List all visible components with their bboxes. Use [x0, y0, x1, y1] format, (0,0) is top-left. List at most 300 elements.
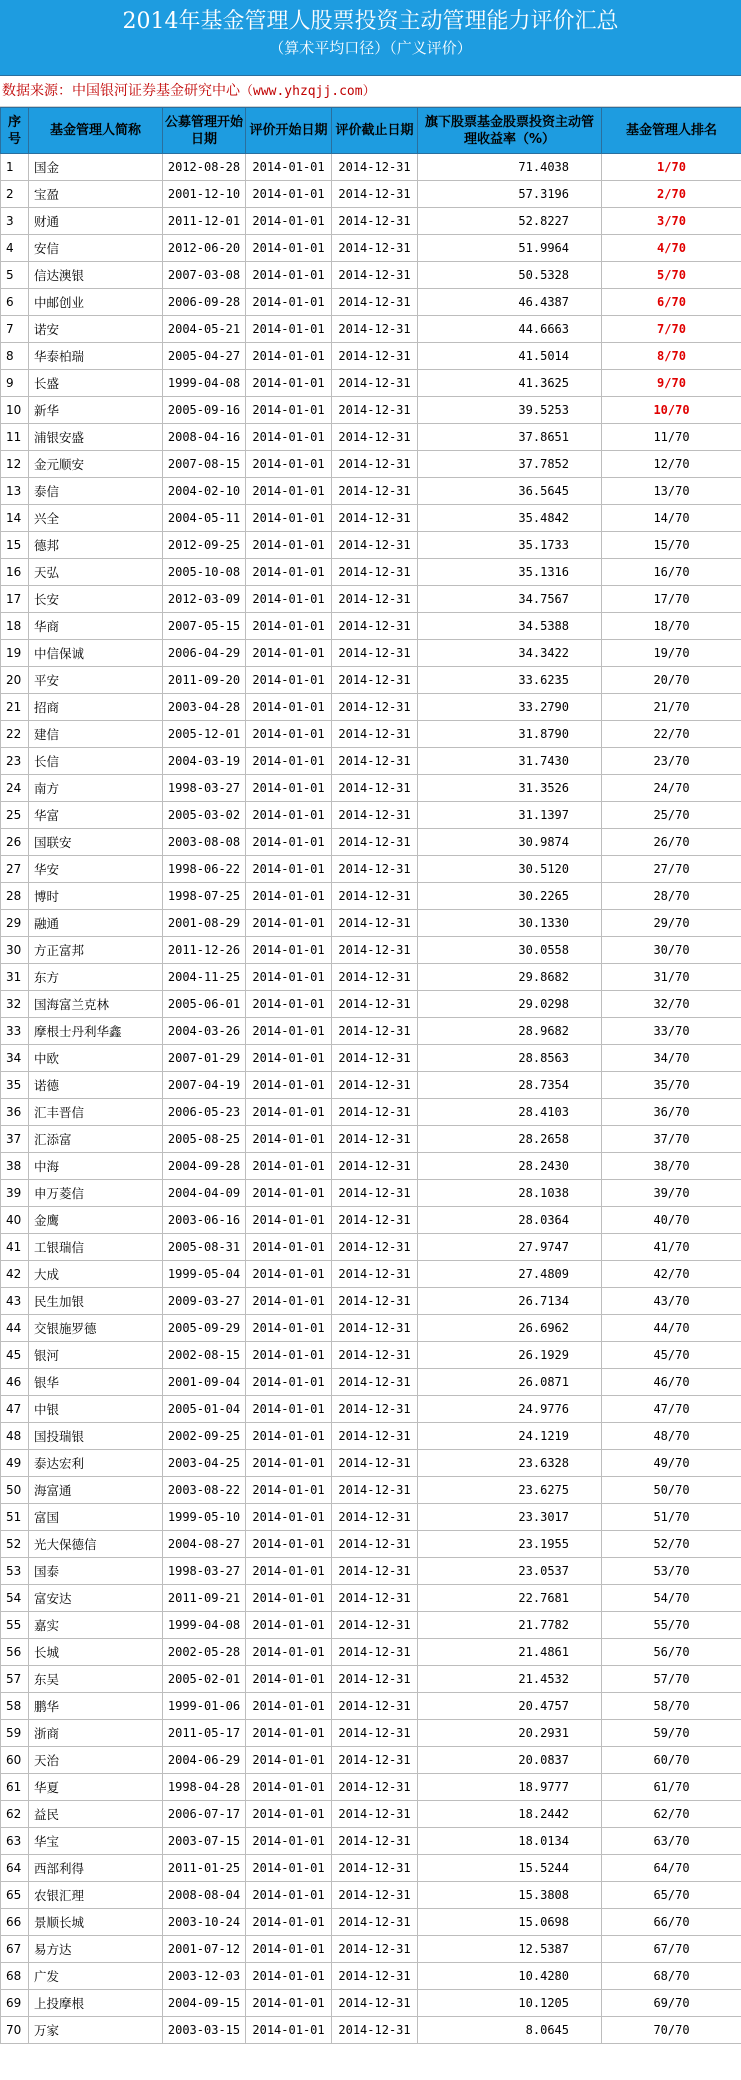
cell-seq: 10: [1, 397, 29, 424]
title-banner: [0, 0, 741, 76]
table-row: [1, 1126, 741, 1153]
cell-manager-name: 金元顺安: [29, 451, 163, 478]
header-eval-start: 评价开始日期: [246, 108, 332, 154]
cell-rank: 19/70: [602, 640, 741, 667]
cell-manager-name: 民生加银: [29, 1288, 163, 1315]
cell-seq: 21: [1, 694, 29, 721]
cell-seq: 39: [1, 1180, 29, 1207]
cell-rank: 11/70: [602, 424, 741, 451]
cell-eval-end: 2014-12-31: [332, 964, 418, 991]
cell-rank: 5/70: [602, 262, 741, 289]
table-row: [1, 1666, 741, 1693]
cell-rank: 66/70: [602, 1909, 741, 1936]
cell-start-date: 2004-02-10: [163, 478, 246, 505]
cell-seq: 64: [1, 1855, 29, 1882]
cell-manager-name: 易方达: [29, 1936, 163, 1963]
cell-seq: 9: [1, 370, 29, 397]
cell-manager-name: 华商: [29, 613, 163, 640]
cell-seq: 34: [1, 1045, 29, 1072]
cell-start-date: 2007-03-08: [163, 262, 246, 289]
cell-manager-name: 诺安: [29, 316, 163, 343]
cell-eval-start: 2014-01-01: [246, 1099, 332, 1126]
cell-manager-name: 建信: [29, 721, 163, 748]
cell-return-rate: 18.2442: [418, 1801, 602, 1828]
cell-eval-start: 2014-01-01: [246, 640, 332, 667]
cell-eval-end: 2014-12-31: [332, 1747, 418, 1774]
cell-seq: 23: [1, 748, 29, 775]
cell-rank: 38/70: [602, 1153, 741, 1180]
cell-return-rate: 30.0558: [418, 937, 602, 964]
cell-eval-end: 2014-12-31: [332, 1936, 418, 1963]
cell-rank: 31/70: [602, 964, 741, 991]
cell-return-rate: 24.1219: [418, 1423, 602, 1450]
cell-eval-end: 2014-12-31: [332, 1693, 418, 1720]
cell-return-rate: 33.6235: [418, 667, 602, 694]
table-row: [1, 1639, 741, 1666]
cell-seq: 32: [1, 991, 29, 1018]
cell-manager-name: 财通: [29, 208, 163, 235]
cell-return-rate: 35.1316: [418, 559, 602, 586]
cell-seq: 33: [1, 1018, 29, 1045]
cell-rank: 57/70: [602, 1666, 741, 1693]
cell-eval-end: 2014-12-31: [332, 748, 418, 775]
page-title: 2014年基金管理人股票投资主动管理能力评价汇总: [122, 9, 619, 34]
cell-return-rate: 28.7354: [418, 1072, 602, 1099]
cell-start-date: 2012-09-25: [163, 532, 246, 559]
cell-seq: 27: [1, 856, 29, 883]
cell-start-date: 2009-03-27: [163, 1288, 246, 1315]
cell-rank: 62/70: [602, 1801, 741, 1828]
cell-rank: 15/70: [602, 532, 741, 559]
cell-eval-start: 2014-01-01: [246, 613, 332, 640]
cell-return-rate: 15.5244: [418, 1855, 602, 1882]
cell-eval-end: 2014-12-31: [332, 559, 418, 586]
cell-rank: 37/70: [602, 1126, 741, 1153]
cell-return-rate: 28.1038: [418, 1180, 602, 1207]
table-row: [1, 289, 741, 316]
header-manager-name: 基金管理人简称: [29, 108, 163, 154]
cell-manager-name: 博时: [29, 883, 163, 910]
table-row: [1, 505, 741, 532]
table-row: [1, 694, 741, 721]
cell-rank: 47/70: [602, 1396, 741, 1423]
table-row: [1, 910, 741, 937]
cell-rank: 60/70: [602, 1747, 741, 1774]
cell-eval-start: 2014-01-01: [246, 1288, 332, 1315]
cell-rank: 30/70: [602, 937, 741, 964]
table-row: [1, 586, 741, 613]
cell-eval-start: 2014-01-01: [246, 1072, 332, 1099]
cell-eval-start: 2014-01-01: [246, 1234, 332, 1261]
table-row: [1, 937, 741, 964]
cell-eval-end: 2014-12-31: [332, 1396, 418, 1423]
cell-seq: 70: [1, 2017, 29, 2044]
cell-seq: 44: [1, 1315, 29, 1342]
cell-seq: 26: [1, 829, 29, 856]
cell-eval-start: 2014-01-01: [246, 1450, 332, 1477]
cell-manager-name: 大成: [29, 1261, 163, 1288]
cell-start-date: 2003-06-16: [163, 1207, 246, 1234]
cell-start-date: 2003-08-08: [163, 829, 246, 856]
table-row: [1, 1585, 741, 1612]
cell-eval-start: 2014-01-01: [246, 1720, 332, 1747]
cell-manager-name: 华泰柏瑞: [29, 343, 163, 370]
cell-seq: 8: [1, 343, 29, 370]
cell-start-date: 2004-09-28: [163, 1153, 246, 1180]
cell-return-rate: 26.0871: [418, 1369, 602, 1396]
cell-eval-end: 2014-12-31: [332, 1153, 418, 1180]
cell-seq: 69: [1, 1990, 29, 2017]
cell-eval-start: 2014-01-01: [246, 478, 332, 505]
cell-start-date: 2005-04-27: [163, 343, 246, 370]
cell-rank: 16/70: [602, 559, 741, 586]
cell-manager-name: 汇添富: [29, 1126, 163, 1153]
cell-eval-end: 2014-12-31: [332, 721, 418, 748]
table-row: [1, 721, 741, 748]
cell-eval-start: 2014-01-01: [246, 1639, 332, 1666]
cell-return-rate: 26.1929: [418, 1342, 602, 1369]
cell-eval-start: 2014-01-01: [246, 667, 332, 694]
cell-rank: 44/70: [602, 1315, 741, 1342]
cell-seq: 38: [1, 1153, 29, 1180]
cell-manager-name: 万家: [29, 2017, 163, 2044]
cell-return-rate: 31.1397: [418, 802, 602, 829]
table-row: [1, 1855, 741, 1882]
cell-seq: 54: [1, 1585, 29, 1612]
cell-start-date: 2004-11-25: [163, 964, 246, 991]
table-row: [1, 1747, 741, 1774]
cell-rank: 67/70: [602, 1936, 741, 1963]
cell-seq: 63: [1, 1828, 29, 1855]
table-row: [1, 1099, 741, 1126]
cell-rank: 36/70: [602, 1099, 741, 1126]
cell-manager-name: 华夏: [29, 1774, 163, 1801]
cell-eval-end: 2014-12-31: [332, 937, 418, 964]
cell-eval-end: 2014-12-31: [332, 1315, 418, 1342]
cell-eval-end: 2014-12-31: [332, 181, 418, 208]
cell-manager-name: 方正富邦: [29, 937, 163, 964]
cell-eval-start: 2014-01-01: [246, 1612, 332, 1639]
cell-return-rate: 23.3017: [418, 1504, 602, 1531]
cell-rank: 64/70: [602, 1855, 741, 1882]
cell-start-date: 2003-10-24: [163, 1909, 246, 1936]
cell-seq: 43: [1, 1288, 29, 1315]
table-row: [1, 1558, 741, 1585]
cell-start-date: 2003-07-15: [163, 1828, 246, 1855]
cell-eval-end: 2014-12-31: [332, 1504, 418, 1531]
cell-return-rate: 28.9682: [418, 1018, 602, 1045]
cell-eval-start: 2014-01-01: [246, 1693, 332, 1720]
cell-eval-end: 2014-12-31: [332, 208, 418, 235]
cell-seq: 11: [1, 424, 29, 451]
cell-start-date: 2007-04-19: [163, 1072, 246, 1099]
cell-eval-end: 2014-12-31: [332, 154, 418, 181]
cell-manager-name: 东吴: [29, 1666, 163, 1693]
cell-rank: 50/70: [602, 1477, 741, 1504]
table-row: [1, 1369, 741, 1396]
cell-return-rate: 8.0645: [418, 2017, 602, 2044]
cell-eval-start: 2014-01-01: [246, 1315, 332, 1342]
cell-seq: 56: [1, 1639, 29, 1666]
cell-return-rate: 18.9777: [418, 1774, 602, 1801]
cell-start-date: 2005-06-01: [163, 991, 246, 1018]
table-row: [1, 424, 741, 451]
cell-eval-end: 2014-12-31: [332, 1423, 418, 1450]
cell-start-date: 2005-01-04: [163, 1396, 246, 1423]
cell-eval-start: 2014-01-01: [246, 505, 332, 532]
cell-start-date: 2003-04-28: [163, 694, 246, 721]
cell-eval-start: 2014-01-01: [246, 991, 332, 1018]
cell-manager-name: 嘉实: [29, 1612, 163, 1639]
cell-eval-end: 2014-12-31: [332, 910, 418, 937]
cell-seq: 4: [1, 235, 29, 262]
cell-start-date: 2011-01-25: [163, 1855, 246, 1882]
cell-return-rate: 10.1205: [418, 1990, 602, 2017]
cell-manager-name: 信达澳银: [29, 262, 163, 289]
cell-eval-end: 2014-12-31: [332, 586, 418, 613]
cell-rank: 27/70: [602, 856, 741, 883]
cell-eval-end: 2014-12-31: [332, 1612, 418, 1639]
cell-eval-end: 2014-12-31: [332, 451, 418, 478]
cell-rank: 53/70: [602, 1558, 741, 1585]
table-row: [1, 1990, 741, 2017]
cell-start-date: 2011-09-21: [163, 1585, 246, 1612]
cell-eval-end: 2014-12-31: [332, 1369, 418, 1396]
cell-manager-name: 交银施罗德: [29, 1315, 163, 1342]
cell-seq: 40: [1, 1207, 29, 1234]
cell-rank: 12/70: [602, 451, 741, 478]
cell-start-date: 2003-08-22: [163, 1477, 246, 1504]
cell-seq: 66: [1, 1909, 29, 1936]
cell-seq: 3: [1, 208, 29, 235]
cell-eval-start: 2014-01-01: [246, 1180, 332, 1207]
cell-return-rate: 41.3625: [418, 370, 602, 397]
cell-manager-name: 天治: [29, 1747, 163, 1774]
cell-seq: 25: [1, 802, 29, 829]
cell-manager-name: 招商: [29, 694, 163, 721]
table-row: [1, 1423, 741, 1450]
cell-start-date: 2004-08-27: [163, 1531, 246, 1558]
cell-manager-name: 银河: [29, 1342, 163, 1369]
cell-eval-end: 2014-12-31: [332, 1450, 418, 1477]
cell-return-rate: 29.0298: [418, 991, 602, 1018]
cell-rank: 2/70: [602, 181, 741, 208]
data-source-label: 数据来源：中国银河证券基金研究中心: [2, 83, 240, 99]
cell-manager-name: 长信: [29, 748, 163, 775]
cell-return-rate: 15.3808: [418, 1882, 602, 1909]
cell-eval-end: 2014-12-31: [332, 343, 418, 370]
cell-rank: 42/70: [602, 1261, 741, 1288]
cell-manager-name: 泰信: [29, 478, 163, 505]
cell-rank: 18/70: [602, 613, 741, 640]
table-row: [1, 1342, 741, 1369]
cell-rank: 46/70: [602, 1369, 741, 1396]
cell-start-date: 2005-10-08: [163, 559, 246, 586]
cell-seq: 67: [1, 1936, 29, 1963]
cell-eval-end: 2014-12-31: [332, 802, 418, 829]
cell-return-rate: 34.3422: [418, 640, 602, 667]
cell-return-rate: 36.5645: [418, 478, 602, 505]
cell-manager-name: 西部利得: [29, 1855, 163, 1882]
cell-eval-end: 2014-12-31: [332, 991, 418, 1018]
table-row: [1, 1315, 741, 1342]
table-row: [1, 316, 741, 343]
cell-eval-end: 2014-12-31: [332, 1801, 418, 1828]
cell-eval-end: 2014-12-31: [332, 1639, 418, 1666]
table-row: [1, 1450, 741, 1477]
cell-start-date: 2004-04-09: [163, 1180, 246, 1207]
cell-start-date: 2008-08-04: [163, 1882, 246, 1909]
cell-manager-name: 东方: [29, 964, 163, 991]
cell-eval-start: 2014-01-01: [246, 235, 332, 262]
cell-return-rate: 18.0134: [418, 1828, 602, 1855]
table-row: [1, 154, 741, 181]
cell-eval-start: 2014-01-01: [246, 775, 332, 802]
cell-manager-name: 德邦: [29, 532, 163, 559]
cell-rank: 51/70: [602, 1504, 741, 1531]
cell-return-rate: 52.8227: [418, 208, 602, 235]
cell-return-rate: 31.8790: [418, 721, 602, 748]
table-row: [1, 1504, 741, 1531]
cell-rank: 48/70: [602, 1423, 741, 1450]
table-row: [1, 667, 741, 694]
header-eval-end: 评价截止日期: [332, 108, 418, 154]
cell-rank: 13/70: [602, 478, 741, 505]
header-seq: 序号: [1, 108, 29, 154]
cell-eval-start: 2014-01-01: [246, 1126, 332, 1153]
cell-start-date: 2003-12-03: [163, 1963, 246, 1990]
cell-eval-end: 2014-12-31: [332, 1909, 418, 1936]
cell-manager-name: 宝盈: [29, 181, 163, 208]
cell-start-date: 2011-12-26: [163, 937, 246, 964]
cell-eval-end: 2014-12-31: [332, 370, 418, 397]
cell-start-date: 1999-05-10: [163, 1504, 246, 1531]
cell-start-date: 2012-06-20: [163, 235, 246, 262]
cell-eval-end: 2014-12-31: [332, 289, 418, 316]
header-rank: 基金管理人排名: [602, 108, 741, 154]
cell-manager-name: 华宝: [29, 1828, 163, 1855]
cell-eval-start: 2014-01-01: [246, 343, 332, 370]
cell-seq: 62: [1, 1801, 29, 1828]
cell-seq: 48: [1, 1423, 29, 1450]
cell-return-rate: 21.4532: [418, 1666, 602, 1693]
cell-start-date: 2004-03-19: [163, 748, 246, 775]
cell-start-date: 2011-12-01: [163, 208, 246, 235]
cell-return-rate: 31.7430: [418, 748, 602, 775]
cell-eval-start: 2014-01-01: [246, 910, 332, 937]
cell-rank: 68/70: [602, 1963, 741, 1990]
table-row: [1, 1693, 741, 1720]
cell-start-date: 1999-05-04: [163, 1261, 246, 1288]
table-row: [1, 829, 741, 856]
cell-start-date: 2012-08-28: [163, 154, 246, 181]
cell-return-rate: 10.4280: [418, 1963, 602, 1990]
table-row: [1, 856, 741, 883]
cell-start-date: 1999-04-08: [163, 1612, 246, 1639]
cell-manager-name: 华富: [29, 802, 163, 829]
cell-start-date: 2005-03-02: [163, 802, 246, 829]
table-row: [1, 370, 741, 397]
cell-rank: 7/70: [602, 316, 741, 343]
cell-seq: 46: [1, 1369, 29, 1396]
cell-rank: 1/70: [602, 154, 741, 181]
cell-eval-end: 2014-12-31: [332, 1531, 418, 1558]
cell-rank: 9/70: [602, 370, 741, 397]
table-row: [1, 1909, 741, 1936]
cell-manager-name: 中海: [29, 1153, 163, 1180]
cell-eval-end: 2014-12-31: [332, 1558, 418, 1585]
cell-return-rate: 51.9964: [418, 235, 602, 262]
cell-seq: 37: [1, 1126, 29, 1153]
cell-rank: 69/70: [602, 1990, 741, 2017]
table-row: [1, 1261, 741, 1288]
cell-start-date: 2008-04-16: [163, 424, 246, 451]
cell-eval-end: 2014-12-31: [332, 1018, 418, 1045]
cell-start-date: 1998-04-28: [163, 1774, 246, 1801]
cell-manager-name: 国投瑞银: [29, 1423, 163, 1450]
cell-return-rate: 15.0698: [418, 1909, 602, 1936]
cell-manager-name: 益民: [29, 1801, 163, 1828]
cell-return-rate: 44.6663: [418, 316, 602, 343]
cell-seq: 15: [1, 532, 29, 559]
cell-rank: 8/70: [602, 343, 741, 370]
cell-rank: 55/70: [602, 1612, 741, 1639]
table-row: [1, 451, 741, 478]
cell-manager-name: 新华: [29, 397, 163, 424]
cell-eval-end: 2014-12-31: [332, 1774, 418, 1801]
table-row: [1, 1018, 741, 1045]
cell-rank: 24/70: [602, 775, 741, 802]
cell-eval-start: 2014-01-01: [246, 1153, 332, 1180]
header-return-rate: 旗下股票基金股票投资主动管理收益率（%）: [418, 108, 602, 154]
table-row: [1, 1531, 741, 1558]
cell-seq: 31: [1, 964, 29, 991]
cell-return-rate: 27.4809: [418, 1261, 602, 1288]
cell-eval-start: 2014-01-01: [246, 1369, 332, 1396]
cell-eval-start: 2014-01-01: [246, 748, 332, 775]
cell-eval-end: 2014-12-31: [332, 775, 418, 802]
cell-rank: 25/70: [602, 802, 741, 829]
table-row: [1, 1234, 741, 1261]
cell-manager-name: 中银: [29, 1396, 163, 1423]
cell-start-date: 2012-03-09: [163, 586, 246, 613]
cell-return-rate: 23.6328: [418, 1450, 602, 1477]
cell-eval-start: 2014-01-01: [246, 154, 332, 181]
cell-eval-end: 2014-12-31: [332, 829, 418, 856]
table-row: [1, 1963, 741, 1990]
cell-manager-name: 富安达: [29, 1585, 163, 1612]
cell-seq: 45: [1, 1342, 29, 1369]
table-row: [1, 748, 741, 775]
cell-start-date: 1999-04-08: [163, 370, 246, 397]
table-row: [1, 235, 741, 262]
cell-return-rate: 34.5388: [418, 613, 602, 640]
cell-return-rate: 20.4757: [418, 1693, 602, 1720]
cell-eval-start: 2014-01-01: [246, 1558, 332, 1585]
cell-seq: 52: [1, 1531, 29, 1558]
cell-start-date: 2007-05-15: [163, 613, 246, 640]
cell-start-date: 2006-07-17: [163, 1801, 246, 1828]
cell-return-rate: 12.5387: [418, 1936, 602, 1963]
cell-eval-start: 2014-01-01: [246, 208, 332, 235]
cell-return-rate: 27.9747: [418, 1234, 602, 1261]
data-source-url[interactable]: （www.yhzqjj.com）: [240, 84, 376, 99]
table-row: [1, 883, 741, 910]
cell-start-date: 2004-09-15: [163, 1990, 246, 2017]
cell-rank: 6/70: [602, 289, 741, 316]
cell-eval-start: 2014-01-01: [246, 1342, 332, 1369]
cell-eval-end: 2014-12-31: [332, 1720, 418, 1747]
